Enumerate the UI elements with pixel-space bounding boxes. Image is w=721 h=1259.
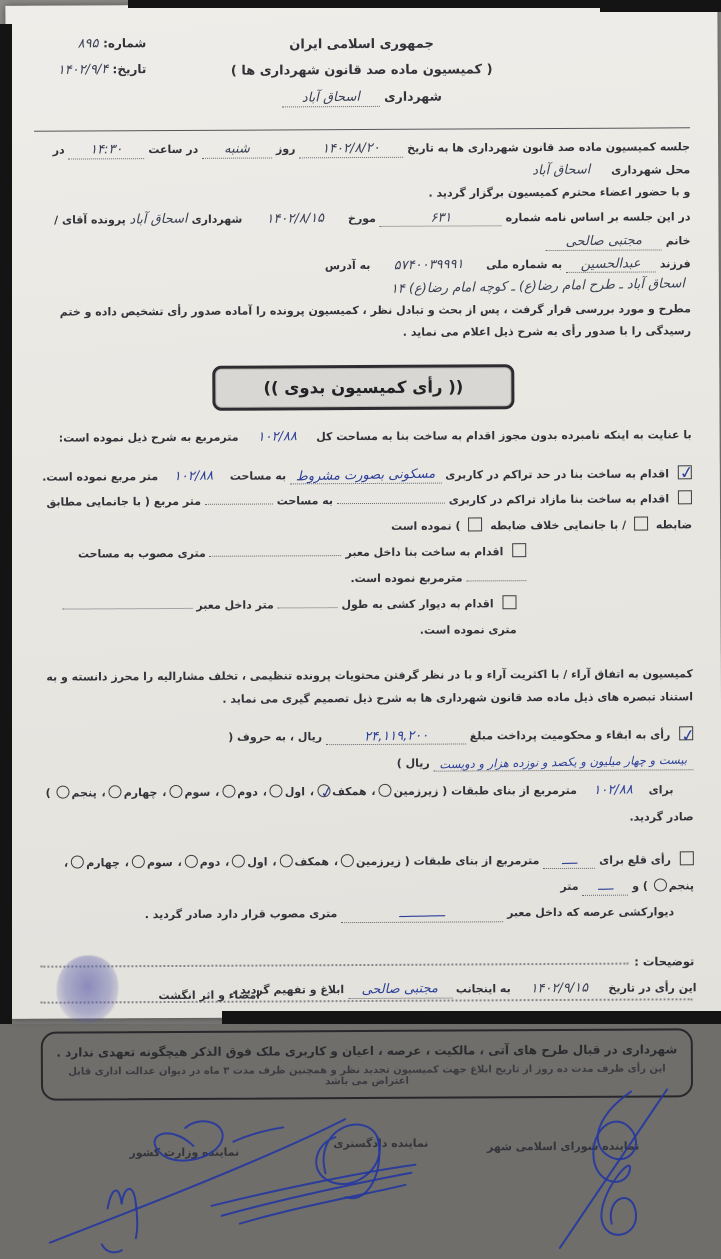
floor-label-5: پنجم xyxy=(668,879,695,893)
violation-text: به مساحت xyxy=(276,494,334,508)
scan-edge-left xyxy=(0,24,12,1024)
violation-text: اقدام به ساخت بنا داخل معبر xyxy=(345,545,504,560)
floor-label-1: اول xyxy=(284,784,306,798)
ruling-text: متر xyxy=(560,879,579,893)
notification-line xyxy=(232,980,696,999)
fingerprint-mark xyxy=(56,955,118,1023)
amount-words-field: بیست و چهار میلیون و یکصد و نوزده هزار و دویست xyxy=(434,755,694,771)
floor-radio-5 xyxy=(654,878,667,891)
interior-representative-label: نماینده وزارت کشور xyxy=(129,1145,240,1159)
floor-radio-3 xyxy=(132,855,145,868)
checkbox-empty xyxy=(502,595,516,609)
father-name-field: عبدالحسین xyxy=(566,256,656,273)
number-value: ۸۹۵ xyxy=(77,36,100,52)
letter-no-field: ۶۳۱ xyxy=(380,210,502,227)
ruling-row-1: ✓ رأی به ابقاء و محکومیت پرداخت مبلغ ۲۴,۱۱۹,۲۰۰ ریال ، به حروف ( بیست و چهار میلیون و یکصد و نوزده هزار و دویست ریال ) برای ۱۰۲/۸۸ مترمربع از بنای طبقات ( زیرزمین، همکف ✓ ، اول، دوم، سوم، چهارم، پنجم ) صادر گردید. xyxy=(45,724,697,824)
municipality-label: شهرداری xyxy=(384,88,442,104)
violation-text: متر مربع نموده است. xyxy=(42,469,159,484)
violation-text: اقدام به ساخت بنا در حد تراکم در کاربری xyxy=(445,466,670,482)
notify-date-field: ۱۴۰۲/۹/۱۵ xyxy=(530,980,589,997)
violation-text: مترمربع نموده است. xyxy=(350,571,463,586)
floor-label-4: چهارم xyxy=(123,785,158,799)
intro-text: پرونده آقای / خانم xyxy=(54,212,691,248)
violation-text: ) نموده است xyxy=(391,519,461,534)
notes-label: توضیحات : xyxy=(634,954,695,969)
number-label: شماره: xyxy=(103,36,147,51)
address-field: اسحاق آباد ـ طرح امام رضا(ع) ـ کوچه امام رضا(ع) ۱۴ xyxy=(390,276,685,298)
intro-text: به شماره ملی xyxy=(486,257,563,272)
total-area-field: ۱۰۲/۸۸ xyxy=(257,429,298,445)
violation-text: متر مربع ( با جانمایی مطابق ضابطه xyxy=(46,495,693,532)
paper xyxy=(5,2,721,1159)
intro-text: در محل شهرداری xyxy=(52,143,691,177)
meeting-date-field: ۱۴۰۲/۸/۲۰ xyxy=(299,141,403,158)
construction-intro xyxy=(36,424,692,450)
checkbox-empty xyxy=(634,517,648,531)
intro-text: و با حضور اعضاء محترم کمیسیون برگزار گردید . xyxy=(428,185,691,200)
header-divider xyxy=(34,127,690,131)
doc-meta xyxy=(57,31,146,83)
checkbox-checked: ✓ xyxy=(678,461,696,484)
floor-label-1: اول xyxy=(247,855,268,869)
ruling-text: ) و xyxy=(632,879,648,893)
ruling-text: رأی به ابقاء و محکومیت پرداخت مبلغ xyxy=(469,727,671,743)
intro-paragraph xyxy=(34,136,691,346)
road-width-field-empty xyxy=(210,555,342,557)
floor-radio-4 xyxy=(71,855,84,868)
floor-label-3: سوم xyxy=(146,855,173,869)
council-representative-label: نماینده شورای اسلامی شهر xyxy=(487,1139,640,1154)
council-signature xyxy=(503,1085,684,1256)
intro-text: فرزند xyxy=(659,257,691,271)
floor-label-ground: همکف xyxy=(332,784,367,798)
justice-representative-label: نماینده دادگستری xyxy=(333,1136,429,1150)
signatures-section xyxy=(37,1101,698,1250)
floor-radio-ground xyxy=(279,854,292,867)
checkbox-empty xyxy=(680,851,694,865)
ruling-row-2: رأی قلع برای ــــ مترمربع از بنای طبقات ( زیرزمین، همکف، اول، دوم، سوم، چهارم، پنجم ) و ــــ متر دیوارکشی عرصه که داخل معبر ــــــــــــ متری مصوب قرار دارد صادر گردید . xyxy=(63,852,695,922)
date-label: تاریخ: xyxy=(112,62,147,77)
floor-label-4: چهارم xyxy=(86,855,120,870)
notify-text: این رأی در تاریخ xyxy=(608,981,697,995)
floor-label-basement: زیرزمین xyxy=(393,784,439,798)
checkbox-empty xyxy=(468,518,482,532)
scan-edge-top-right xyxy=(600,0,721,12)
floor-radio-4 xyxy=(109,785,122,798)
floor-label-2: دوم xyxy=(199,855,221,869)
notes-row xyxy=(38,952,694,971)
area-field-empty xyxy=(205,504,273,505)
meeting-time-field: ۱۴:۳۰ xyxy=(68,142,144,159)
verdict-title-box xyxy=(212,364,514,411)
floor-radio-5 xyxy=(56,785,69,798)
violation-row-1 xyxy=(36,461,696,490)
intro-text: به آدرس xyxy=(324,258,371,273)
construction-text: مترمربع به شرح ذیل نموده است: xyxy=(58,430,239,445)
violation-text: متری نموده است. xyxy=(419,622,517,637)
floor-radio-1 xyxy=(232,854,245,867)
violation-text: / با جانمایی خلاف ضابطه xyxy=(490,518,627,533)
area-field: ۱۰۲/۸۸ xyxy=(174,468,214,484)
floor-radio-3 xyxy=(169,785,182,798)
ruling-text: متری مصوب قرار دارد صادر گردید . xyxy=(144,907,338,922)
intro-text: مطرح و مورد بررسی قرار گرفت ، پس از بحث و تبادل نظر ، کمیسیون پرونده را آماده صدور رأی تشخیص داده و ختم رسیدگی را با صدور رأی به شرح ذیل اعلام می نماید . xyxy=(59,302,692,340)
meeting-place-field: اسحاق آباد xyxy=(532,161,591,179)
ruling-text: مترمربع از بنای طبقات ( xyxy=(404,853,540,868)
ruling-text: ریال ، به حروف ( xyxy=(228,729,323,744)
intro-text: در این جلسه بر اساس نامه شماره xyxy=(505,209,691,224)
interior-signature xyxy=(43,1111,354,1253)
floor-label-5: پنجم xyxy=(71,785,97,800)
area-field-empty xyxy=(466,580,526,581)
intro-text: روز xyxy=(275,142,296,156)
floor-label-basement: زیرزمین xyxy=(356,854,401,868)
floor-radio-2 xyxy=(222,784,235,797)
disclaimer-line-1: شهرداری در قبال طرح های آتی ، مالکیت ، عرصه ، اعیان و کاربری ملک فوق الذکر هیچگونه تعهدی ندارد . xyxy=(56,1042,678,1060)
notify-text: به اینجانب xyxy=(455,982,511,996)
meeting-day-field: شنبه xyxy=(202,141,272,158)
disclaimer-line-2: این رأی ظرف مدت ده روز از تاریخ ابلاغ جهت کمیسیون تجدید نظر و همچنین ظرف مدت ۳ ماه در دیوان عدالت اداری قابل اعتراض می باشد xyxy=(68,1063,666,1087)
verdict-title: (( رأی کمیسیون بدوی )) xyxy=(263,377,464,398)
construction-text: با عنایت به اینکه نامبرده بدون مجوز اقدام به ساخت بنا به مساحت کل xyxy=(316,428,692,444)
decision-paragraph: کمیسیون به اتفاق آراء / با اکثریت آراء و با در نظر گرفتن محتویات پرونده تنظیمی ، تخلف مشارالیه را محرز دانسته و به استناد تبصره های ذیل ماده صد قانون شهرداری ها به شرح ذیل تصمیم گیری می نماید . xyxy=(46,667,694,706)
floor-label-ground: همکف xyxy=(294,854,330,868)
demolish-area-field: ــــ xyxy=(543,852,595,869)
ruling-text: دیوارکشی عرصه که داخل معبر xyxy=(507,905,675,920)
scan-edge-bottom xyxy=(222,1011,721,1024)
floor-label-2: دوم xyxy=(237,785,258,799)
ruling-text: برای xyxy=(648,782,674,797)
wall-length-field: ــــ xyxy=(582,879,628,896)
violation-text: متر داخل معبر xyxy=(196,598,274,612)
floor-radio-ground-checked: ✓ xyxy=(318,781,335,802)
intro-text: جلسه کمیسیون ماده صد قانون شهرداری ها به تاریخ xyxy=(407,140,691,155)
notify-name-field: مجتبی صالحی xyxy=(348,982,452,999)
letter-city-value: اسحاق آباد xyxy=(129,211,188,228)
national-id-field: ۵۷۴۰۰۳۹۹۹۱ xyxy=(393,256,464,274)
notify-text: ابلاغ و تفهیم گردید . xyxy=(232,983,345,997)
landuse-field-empty xyxy=(337,503,445,505)
letter-date-field: ۱۴۰۲/۸/۱۵ xyxy=(266,210,325,227)
country-title: جمهوری اسلامی ایران xyxy=(289,36,434,53)
checkbox-empty xyxy=(678,491,692,505)
intro-text: در ساعت xyxy=(148,142,199,157)
intro-text: شهرداری xyxy=(191,212,243,226)
violation-text: به مساحت xyxy=(229,468,287,483)
road-width-field-empty xyxy=(63,608,193,610)
floor-radio-1 xyxy=(270,784,283,797)
violation-row-4 xyxy=(36,591,516,645)
municipality-field: اسحاق آباد xyxy=(282,89,380,107)
person-name-field: مجتبی صالحی xyxy=(546,234,662,251)
floor-radio-basement xyxy=(341,854,354,867)
violation-row-3 xyxy=(36,539,526,593)
ruling-area-field: ۱۰۲/۸۸ xyxy=(592,781,633,798)
checkbox-checked: ✓ xyxy=(679,724,697,747)
date-value: ۱۴۰۲/۹/۴ xyxy=(57,61,109,78)
road-width-field: ــــــــــــ xyxy=(341,906,503,923)
ruling-text: ریال ) xyxy=(396,756,430,770)
floor-label-3: سوم xyxy=(184,785,211,799)
commission-title: ( کمیسیون ماده صد قانون شهرداری ها ) xyxy=(230,62,493,79)
intro-text: مورخ xyxy=(347,211,377,225)
checkbox-empty xyxy=(512,543,526,557)
ruling-text: ) صادر گردید. xyxy=(45,786,694,824)
violation-text: اقدام به دیوار کشی به طول xyxy=(341,597,494,611)
landuse-field: مسکونی بصورت مشروط xyxy=(290,467,441,484)
violation-text: اقدام به ساخت بنا مازاد تراکم در کاربری xyxy=(448,492,670,507)
ruling-text: مترمربع از بنای طبقات ( xyxy=(442,783,577,798)
floor-radio-basement xyxy=(379,783,392,796)
signature-fingerprint-label: امضاء و اثر انگشت xyxy=(158,988,260,1003)
amount-field: ۲۴,۱۱۹,۲۰۰ xyxy=(326,728,466,745)
notes-blank-line xyxy=(40,952,628,967)
length-field-empty xyxy=(278,607,338,608)
floor-radio-2 xyxy=(185,854,198,867)
violation-row-2 xyxy=(36,487,692,542)
violation-text: متری مصوب به مساحت xyxy=(77,546,206,561)
ruling-text: رأی قلع برای xyxy=(599,852,672,867)
